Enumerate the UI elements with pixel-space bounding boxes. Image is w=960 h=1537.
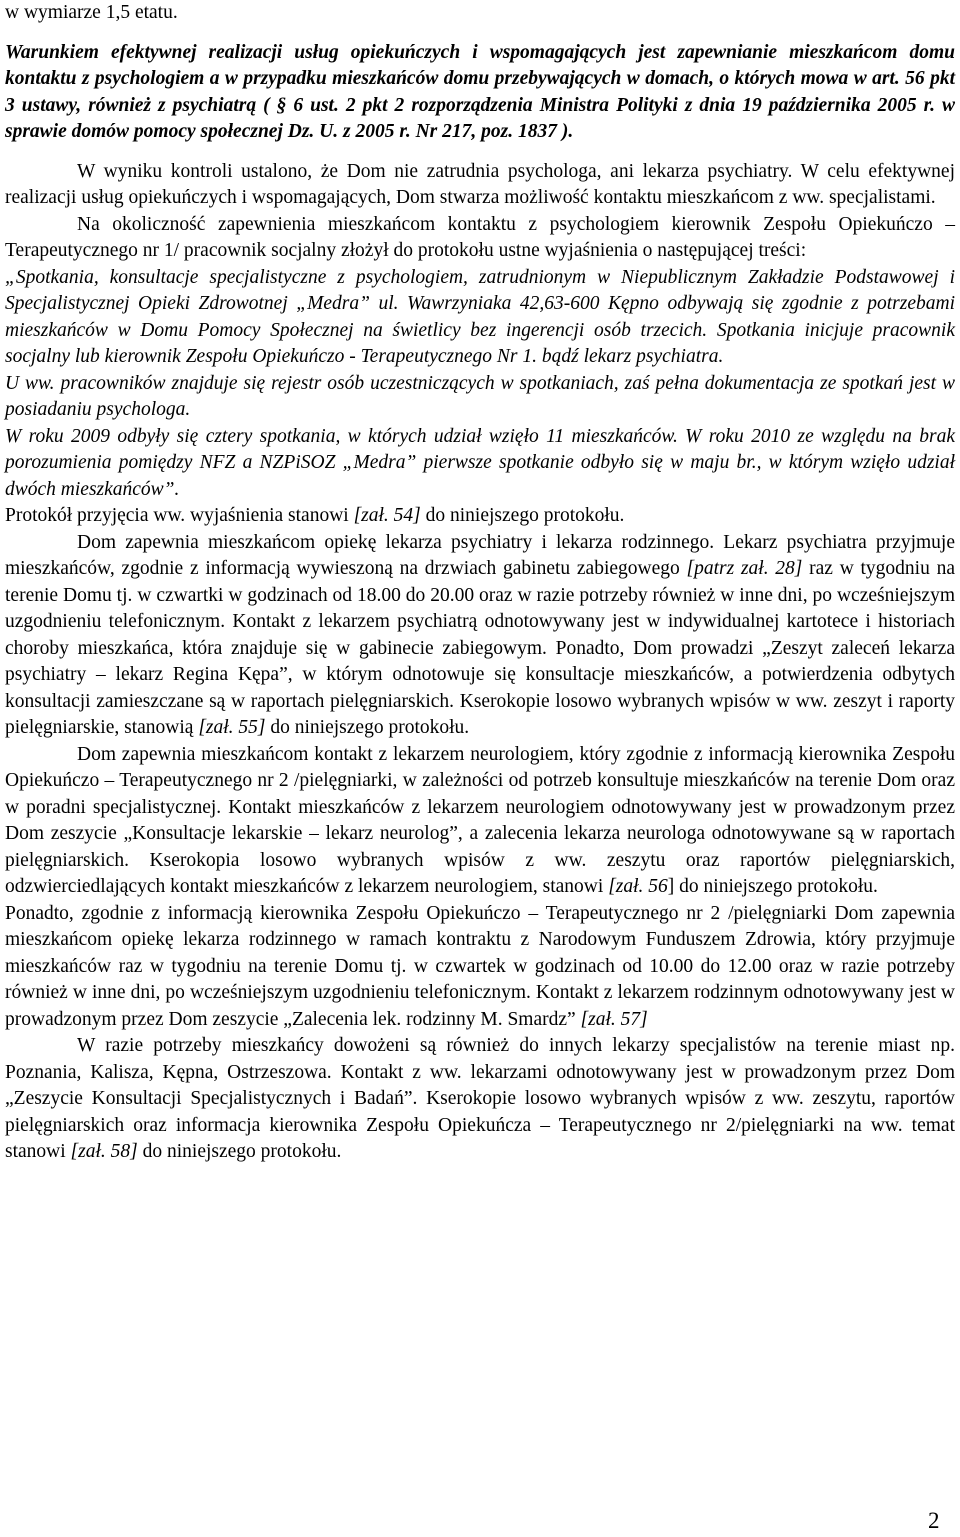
paragraph-legal-basis: Warunkiem efektywnej realizacji usług opiekuńczych i wspomagających jest zapewnianie mieszkańcom domu kontaktu z psychologiem a w przypadku mieszkańców domu przebywających w domach, o których mowa w art. 56 pkt 3 ustawy, również z psychiatrą ( § 6 ust. 2 pkt 2 rozporządzenia Ministra Polityki z dnia 19 października 2005 r. w sprawie domów pomocy społecznej Dz. U. z 2005 r. Nr 217, poz. 1837 ). [5, 41, 955, 142]
paragraph-continuation: w wymiarze 1,5 etatu. [5, 2, 178, 23]
paragraph-neurologist [5, 742, 955, 901]
attachment-ref: [zał. 54] [353, 505, 421, 526]
paragraph-protocol-acceptance [5, 503, 955, 530]
attachment-ref: [zał. 56 [608, 876, 668, 897]
text-span: do niniejszego protokołu. [137, 1141, 342, 1162]
text-span: Dom zapewnia mieszkańcom kontakt z lekarzem neurologiem, który zgodnie z informacją kierownika Zespołu Opiekuńczo – Terapeutycznego nr 2 /pielęgniarki, w zależności od potrzeb konsultuje mieszkańców na terenie Dom oraz w poradni specjalistycznej. Kontakt mieszkańców z lekarzem neurologiem odnotowywany jest w prowadzonym przez Dom zeszycie „Konsultacje lekarskie – lekarz neurolog”, a zalecenia lekarza neurologa odnotowywane są w raportach pielęgniarskich. Kserokopia losowo wybranych wpisów z ww. zeszytu oraz raportów pielęgniarskich, odzwierciedlających kontakt mieszkańców z lekarzem neurologiem, stanowi [5, 743, 955, 897]
paragraph-family-doctor [5, 901, 955, 1034]
text-span: Dom zapewnia mieszkańcom opiekę lekarza psychiatry i lekarza rodzinnego. Lekarz psychiatra przyjmuje mieszkańców, zgodnie z informacją wywieszoną na drzwiach gabinetu zabiegowego [5, 531, 955, 579]
text-span: W razie potrzeby mieszkańcy dowożeni są również do innych lekarzy specjalistów na terenie miast np. Poznania, Kalisza, Kępna, Ostrzeszowa. Kontakt z ww. lekarzami odnotowywany jest w prowadzonym przez Dom „Zeszycie Konsultacji Specjalistycznych i Badań”. Kserokopie losowo wybranych wpisów z ww. zeszytu, raportów pielęgniarskich oraz informacja kierownika Zespołu Opiekuńcza – Terapeutycznego nr 2/pielęgniarki na ww. temat stanowi [5, 1035, 955, 1162]
text-span: do niniejszego protokołu. [265, 717, 470, 738]
paragraph-specialists [5, 1033, 955, 1166]
attachment-ref: [zał. 55] [198, 717, 266, 738]
page-number: 2 [928, 1508, 940, 1533]
text-span: do niniejszego protokołu. [420, 505, 625, 526]
paragraph-explanation-intro: Na okoliczność zapewnienia mieszkańcom kontaktu z psychologiem kierownik Zespołu Opiekuńczo – Terapeutycznego nr 1/ pracownik socjalny złożył do protokołu ustne wyjaśnienia o następującej treści: [5, 213, 955, 261]
quote-paragraph-2: U ww. pracowników znajduje się rejestr osób uczestniczących w spotkaniach, zaś pełna dokumentacja ze spotkań jest w posiadaniu psychologa. [5, 372, 955, 420]
attachment-ref: [patrz zał. 28] [686, 558, 803, 579]
text-span: ] do niniejszego protokołu. [667, 876, 878, 897]
text-span: Protokół przyjęcia ww. wyjaśnienia stanowi [5, 505, 354, 526]
paragraph-psychiatrist [5, 530, 955, 742]
document-body [5, 0, 955, 1166]
text-span: Ponadto, zgodnie z informacją kierownika Zespołu Opiekuńczo – Terapeutycznego nr 2 /pielęgniarki Dom zapewnia mieszkańcom opiekę lekarza rodzinnego w ramach kontraktu z Narodowym Funduszem Zdrowia, który przyjmuje mieszkańców raz w tygodniu na terenie Domu tj. w czwartek w godzinach od 10.00 do 12.00 oraz w razie potrzeby również w inne dni, po wcześniejszym uzgodnieniu telefonicznym. Kontakt z lekarzem rodzinnym odnotowywany jest w prowadzonym przez Dom zeszycie „Zalecenia lek. rodzinny M. Smardz” [5, 902, 955, 1030]
attachment-ref: [zał. 58] [70, 1141, 138, 1162]
quote-paragraph-3: W roku 2009 odbyły się cztery spotkania, w których udział wzięło 11 mieszkańców. W roku 2010 ze względu na brak porozumienia pomiędzy NFZ a NZPiSOZ „Medra” pierwsze spotkanie odbyło się w maju br., w którym wzięło udział dwóch mieszkańców”. [5, 425, 955, 500]
quote-paragraph-1: „Spotkania, konsultacje specjalistyczne z psychologiem, zatrudnionym w Niepublicznym Zakładzie Podstawowej i Specjalistycznej Opieki Zdrowotnej „Medra” ul. Wawrzyniaka 42,63-600 Kępno odbywają się zgodnie z potrzebami mieszkańców w Domu Pomocy Społecznej na świetlicy bez ingerencji osób trzecich. Spotkania inicjuje pracownik socjalny lub kierownik Zespołu Opiekuńczo - Terapeutycznego Nr 1. bądź lekarz psychiatra. [5, 266, 955, 367]
paragraph-findings: W wyniku kontroli ustalono, że Dom nie zatrudnia psychologa, ani lekarza psychiatry. W celu efektywnej realizacji usług opiekuńczych i wspomagających, Dom stwarza możliwość kontaktu mieszkańcom z ww. specjalistami. [5, 160, 955, 208]
text-span: raz w tygodniu na terenie Domu tj. w czwartki w godzinach od 18.00 do 20.00 oraz w razie potrzeby również w inne dni, po wcześniejszym uzgodnieniu telefonicznym. Kontakt z lekarzem psychiatrą odnotowywany jest w indywidualnej kartotece i historiach choroby mieszkańca, która znajduje się w gabinecie zabiegowym. Ponadto, Dom prowadzi „Zeszyt zaleceń lekarza psychiatry – lekarz Regina Kępa”, w którym odnotowuje się konsultacje mieszkańców, a potwierdzenia odbytych konsultacji zamieszczane są w raportach pielęgniarskich. Kserokopie losowo wybranych wpisów w ww. zeszyt i raporty pielęgniarskie, stanowią [5, 558, 955, 738]
attachment-ref: [zał. 57] [580, 1008, 648, 1030]
